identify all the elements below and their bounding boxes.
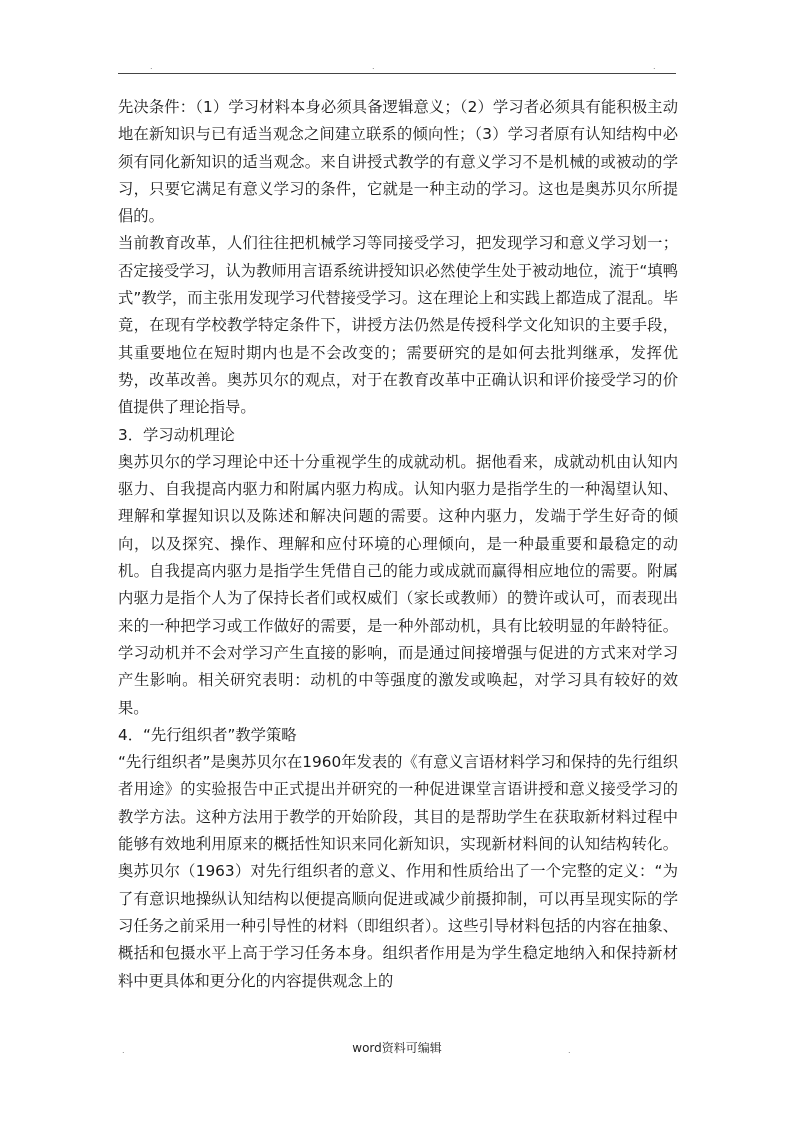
section-heading-learning-motivation: 3．学习动机理论 bbox=[118, 425, 235, 444]
footer-dot-left: . bbox=[122, 1046, 125, 1055]
header-rule bbox=[118, 73, 676, 74]
paragraph-learning-motivation: 奥苏贝尔的学习理论中还十分重视学生的成就动机。据他看来，成就动机由认知内驱力、自我提高内驱力和附属内驱力构成。认知内驱力是指学生的一种渴望认知、理解和掌握知识以及陈述和解决问题的需要。这种内驱力，发端于学生好奇的倾向，以及探究、操作、理解和应付环境的心理倾向，是一种最重要和最稳定的动机。自我提高内驱力是指学生凭借自己的能力或成就而赢得相应地位的需要。附属内驱力是指个人为了保持长者们或权威们（家长或教师）的赞许或认可，而表现出来的一种把学习或工作做好的需要，是一种外部动机，具有比较明显的年龄特征。学习动机并不会对学习产生直接的影响，而是通过间接增强与促进的方式来对学习产生影响。相关研究表明：动机的中等强度的激发或唤起，对学习具有较好的效果。 bbox=[118, 452, 678, 717]
footer-text: word资料可编辑 bbox=[352, 1041, 442, 1055]
paragraph-advance-organizer: “先行组织者”是奥苏贝尔在1960年发表的《有意义言语材料学习和保持的先行组织者用途》的实验报告中正式提出并研究的一种促进课堂言语讲授和意义接受学习的教学方法。这种方法用于教学的开始阶段，其目的是帮助学生在获取新材料过程中能够有效地利用原来的概括性知识来同化新知识，实现新材料间的认知结构转化。奥苏贝尔（1963）对先行组织者的意义、作用和性质给出了一个完整的定义：“为了有意识地操纵认知结构以便提高顺向促进或减少前摄抑制，可以再呈现实际的学习任务之前采用一种引导性的材料（即组织者）。这些引导材料包括的内容在抽象、概括和包摄水平上高于学习任务本身。组织者作用是为学生稳定地纳入和保持新材料中更具体和更分化的内容提供观念上的 bbox=[118, 753, 678, 990]
header-dot-right: . bbox=[653, 62, 656, 71]
header-dot-center: . bbox=[372, 62, 375, 71]
header-dot-left: . bbox=[150, 62, 153, 71]
section-heading-advance-organizer: 4．“先行组织者”教学策略 bbox=[118, 725, 297, 744]
paragraph-prerequisites: 先决条件：（1）学习材料本身必须具备逻辑意义；（2）学习者必须具有能积极主动地在新知识与已有适当观念之间建立联系的倾向性；（3）学习者原有认知结构中必须有同化新知识的适当观念。来自讲授式教学的有意义学习不是机械的或被动的学习，只要它满足有意义学习的条件，它就是一种主动的学习。这也是奥苏贝尔所提倡的。 bbox=[118, 98, 678, 226]
paragraph-education-reform: 当前教育改革，人们往往把机械学习等同接受学习，把发现学习和意义学习划一；否定接受学习，认为教师用言语系统讲授知识必然使学生处于被动地位，流于“填鸭式”教学，而主张用发现学习代替接受学习。这在理论上和实践上都造成了混乱。毕竟，在现有学校教学特定条件下，讲授方法仍然是传授科学文化知识的主要手段，其重要地位在短时期内也是不会改变的；需要研究的是如何去批判继承，发挥优势，改革改善。奥苏贝尔的观点，对于在教育改革中正确认识和评价接受学习的价值提供了理论指导。 bbox=[118, 234, 678, 417]
document-body bbox=[118, 94, 678, 995]
footer-dot-right: . bbox=[568, 1046, 571, 1055]
